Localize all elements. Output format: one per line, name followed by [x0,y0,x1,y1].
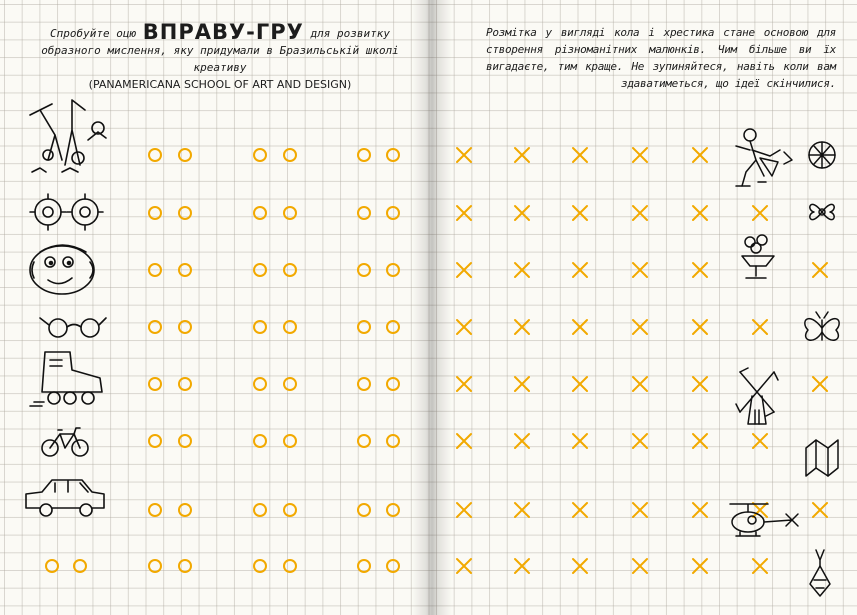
circle-marker [358,207,370,219]
circle-marker [149,560,161,572]
cross-marker [573,148,587,162]
circle-marker [254,504,266,516]
car-icon [26,480,104,516]
cross-marker [633,559,647,573]
bicycle-icon [42,428,88,456]
circle-marker [284,435,296,447]
dancing-figure-icon [736,129,792,186]
circle-marker [387,207,399,219]
school-name: (PANAMERICANA SCHOOL OF ART AND DESIGN) [88,78,352,91]
windmill-icon [736,368,778,424]
cross-marker [693,377,707,391]
cross-marker [693,559,707,573]
cross-marker [515,559,529,573]
fruit-bowl-icon [742,235,774,278]
cross-marker [693,148,707,162]
circle-marker [254,149,266,161]
circle-marker [358,560,370,572]
cross-marker [573,320,587,334]
circle-marker [387,378,399,390]
flowers-icon [30,194,103,230]
circle-marker [284,378,296,390]
ornament-circle-icon [809,142,835,168]
cross-marker [753,559,767,573]
cross-marker [693,503,707,517]
cross-marker [693,206,707,220]
circle-marker [179,504,191,516]
circle-marker [358,149,370,161]
circle-marker [149,321,161,333]
circle-marker [284,264,296,276]
cross-marker [693,434,707,448]
cross-marker [693,263,707,277]
circle-marker [284,207,296,219]
circle-marker [149,378,161,390]
cross-marker [457,434,471,448]
cross-marker [753,206,767,220]
circle-marker [284,560,296,572]
cross-marker [633,377,647,391]
cross-marker [457,206,471,220]
crystal-icon [806,440,838,476]
circle-marker [387,504,399,516]
intro-before: Спробуйте оцю [50,27,137,40]
cross-marker [573,263,587,277]
circle-marker [46,560,58,572]
helicopter-icon [730,504,798,536]
circle-marker [254,560,266,572]
circle-marker [179,560,191,572]
circle-marker [149,149,161,161]
circle-marker [358,378,370,390]
circle-marker [74,560,86,572]
circle-marker [284,504,296,516]
circle-marker [358,504,370,516]
cross-marker [633,320,647,334]
cross-marker [573,377,587,391]
cross-marker [573,503,587,517]
cross-marker [515,148,529,162]
cross-marker [633,263,647,277]
cross-marker [515,263,529,277]
circle-marker [179,264,191,276]
figure-icon [810,550,830,596]
cross-marker [457,559,471,573]
circle-marker [254,435,266,447]
circle-marker [358,321,370,333]
cross-marker [515,377,529,391]
right-drawings [430,0,857,615]
cross-marker [573,559,587,573]
cross-marker [457,320,471,334]
cross-markers [457,148,827,573]
circle-marker [179,149,191,161]
circle-marker [149,207,161,219]
cross-marker [457,148,471,162]
circle-marker [358,264,370,276]
right-page [430,0,857,615]
circle-marker [387,560,399,572]
cross-marker [813,377,827,391]
cross-marker [813,263,827,277]
roller-skate-icon [30,352,102,406]
circle-marker [149,435,161,447]
circle-marker [387,321,399,333]
circle-marker [358,435,370,447]
cross-marker [515,206,529,220]
cross-marker [813,503,827,517]
cross-marker [633,148,647,162]
cross-marker [573,434,587,448]
circle-marker [149,504,161,516]
instruction-paragraph: Розмітка у вигляді кола і хрестика стане основою для створення різноманітних малюнків. Чим більше ви їх вигадаєте, тим краще. Не зупиняйтеся, навіть коли вам здаватиметься, що ідеї скінчилися. [486,26,836,90]
circle-marker [254,321,266,333]
cross-marker [457,263,471,277]
cross-marker [457,377,471,391]
cross-marker [633,434,647,448]
circle-marker [387,435,399,447]
cross-marker [693,320,707,334]
cross-marker [633,206,647,220]
cross-marker [753,320,767,334]
circle-marker [254,378,266,390]
face-icon [30,245,94,294]
clover-icon [810,204,834,219]
circle-marker [179,207,191,219]
circle-marker [179,435,191,447]
cross-marker [753,434,767,448]
butterfly-icon [805,312,839,340]
circle-marker [179,378,191,390]
cross-marker [515,434,529,448]
circle-marker [254,264,266,276]
intro-after: для розвитку образного мислення, яку придумали в Бразильській школі креативу [41,27,399,74]
circle-marker [254,207,266,219]
circle-marker [149,264,161,276]
cross-marker [633,503,647,517]
intro-emphasis: ВПРАВУ-ГРУ [142,20,304,44]
cross-marker [515,320,529,334]
circle-marker [387,149,399,161]
circle-marker [387,264,399,276]
circle-marker [179,321,191,333]
cross-marker [515,503,529,517]
cross-marker [457,503,471,517]
glasses-icon [40,318,106,337]
circle-marker [284,149,296,161]
circle-marker [284,321,296,333]
acrobats-icon [30,100,106,172]
cross-marker [573,206,587,220]
